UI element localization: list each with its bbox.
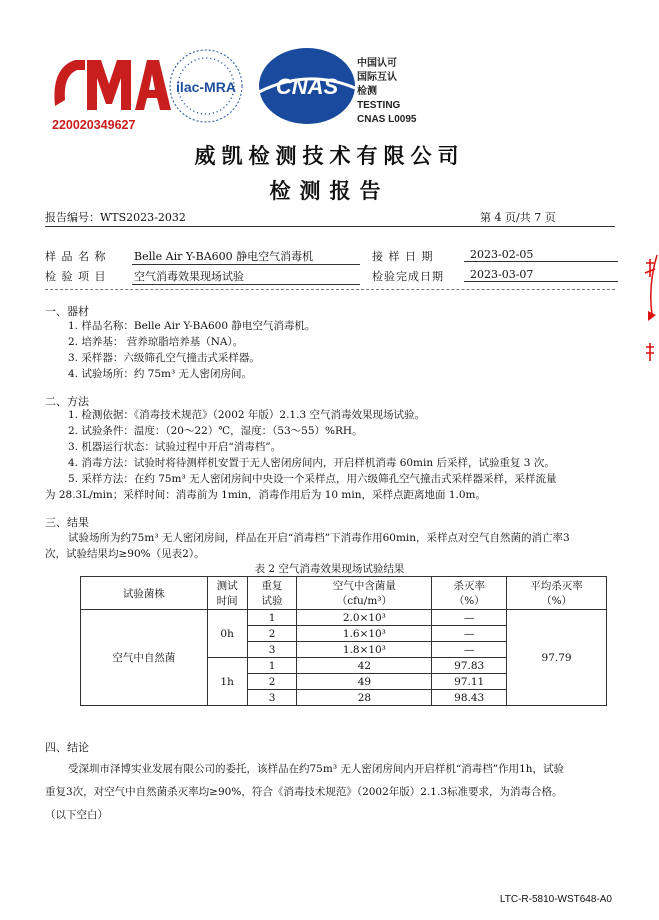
cnas-line: TESTING [357, 100, 401, 111]
count-cell: 1.8×10³ [297, 642, 432, 658]
receive-date-label: 接 样 日 期 [372, 250, 434, 263]
cnas-line: 国际互认 [357, 72, 397, 83]
blank-note: （以下空白） [45, 809, 108, 821]
seal-fragment [640, 255, 659, 375]
time-cell: 1h [207, 658, 247, 706]
kill-cell: — [432, 626, 507, 642]
cnas-line: 检测 [357, 86, 377, 97]
cnas-line: CNAS L0095 [357, 114, 417, 125]
kill-cell: 97.83 [432, 658, 507, 674]
divider [45, 289, 615, 290]
header-cell: 试验菌株 [81, 577, 208, 610]
header-cell: 杀灭率 （%） [432, 577, 507, 610]
rep-cell: 1 [247, 658, 297, 674]
list-item: 2. 培养基： 营养琼脂培养基（NA）。 [68, 336, 244, 348]
table-row [81, 610, 607, 626]
list-item: 5. 采样方法：在约 75m³ 无人密闭房间中央设一个采样点，用六级筛孔空气撞击式采样器采样，采样流量 [68, 473, 557, 485]
count-cell: 2.0×10³ [297, 610, 432, 626]
cnas-line: 中国认可 [357, 58, 397, 69]
list-item: 3. 机器运行状态：试验过程中开启“消毒档”。 [68, 441, 282, 453]
sample-name-value: Belle Air Y-BA600 静电空气消毒机 [132, 248, 360, 265]
divider [45, 226, 615, 227]
svg-text:CNAS: CNAS [275, 74, 339, 99]
finish-date-label: 检验完成日期 [372, 270, 444, 283]
count-cell: 28 [297, 690, 432, 706]
report-number: 报告编号：WTS2023-2032 [45, 211, 186, 224]
average-cell: 97.79 [507, 610, 607, 706]
cma-code: 220020349627 [52, 118, 136, 132]
kill-cell: 98.43 [432, 690, 507, 706]
test-item-label: 检 验 项 目 [45, 270, 107, 283]
section-1-list [68, 318, 315, 382]
header-cell: 空气中含菌量 （cfu/m³） [297, 577, 432, 610]
document-code: LTC-R-5810-WST648-A0 [499, 894, 612, 905]
section-2-list [68, 407, 618, 487]
result-paragraph-line: 试验场所为约75m³ 无人密闭房间，样品在开启“消毒档”下消毒作用60min，采样点对空气自然菌的消亡率3 [68, 532, 570, 544]
cnas-logo [259, 48, 355, 124]
sample-name-label: 样 品 名 称 [45, 250, 107, 263]
receive-date-value: 2023-02-05 [464, 248, 618, 262]
list-item: 4. 消毒方法：试验时将待测样机安置于无人密闭房间内，开启样机消毒 60min 后采样，试验重复 3 次。 [68, 457, 555, 469]
count-cell: 42 [297, 658, 432, 674]
rep-cell: 3 [247, 642, 297, 658]
rep-cell: 1 [247, 610, 297, 626]
table-header-row [81, 577, 607, 610]
page-info: 第 4 页/共 7 页 [480, 211, 556, 224]
list-item: 1. 样品名称：Belle Air Y-BA600 静电空气消毒机。 [68, 320, 316, 332]
header-cell: 测试 时间 [207, 577, 247, 610]
list-item-continued: 为 28.3L/min；采样时间：消毒前为 1min，消毒作用后为 10 min，采样点距离地面 1.0m。 [45, 489, 487, 501]
list-item: 2. 试验条件：温度：（20～22）℃，湿度：（53～55）%RH。 [68, 425, 363, 437]
list-item: 1. 检测依据：《消毒技术规范》（2002 年版）2.1.3 空气消毒效果现场试验。 [68, 409, 425, 421]
list-item: 4. 试验场所：约 75m³ 无人密闭房间。 [68, 368, 253, 380]
strain-cell: 空气中自然菌 [81, 610, 208, 706]
company-name: 威凯检测技术有限公司 [194, 143, 465, 168]
section-title: 四、结论 [45, 741, 89, 754]
svg-text:ilac-MRA: ilac-MRA [176, 79, 236, 95]
count-cell: 49 [297, 674, 432, 690]
report-title: 检测报告 [269, 178, 390, 203]
table-caption: 表 2 空气消毒效果现场试验结果 [254, 563, 405, 575]
result-paragraph-line: 次，试验结果均≥90%（见表2）。 [45, 548, 205, 560]
header-cell: 重复 试验 [247, 577, 297, 610]
rep-cell: 2 [247, 674, 297, 690]
rep-cell: 3 [247, 690, 297, 706]
cma-logo [54, 60, 171, 110]
cnas-caption [357, 57, 416, 127]
conclusion-line: 受深圳市泽博实业发展有限公司的委托，该样品在约75m³ 无人密闭房间内开启样机“消毒档”作用1h，试验 [68, 763, 565, 775]
kill-cell: — [432, 642, 507, 658]
conclusion-line: 重复3次，对空气中自然菌杀灭率均≥90%，符合《消毒技术规范》（2002年版）2.1.3标准要求，为消毒合格。 [45, 786, 563, 798]
list-item: 3. 采样器：六级筛孔空气撞击式采样器。 [68, 352, 260, 364]
kill-cell: 97.11 [432, 674, 507, 690]
ilac-logo [170, 50, 242, 122]
section-title: 三、结果 [45, 516, 89, 529]
finish-date-value: 2023-03-07 [464, 268, 618, 282]
time-cell: 0h [207, 610, 247, 658]
test-item-value: 空气消毒效果现场试验 [132, 268, 360, 285]
kill-cell: — [432, 610, 507, 626]
rep-cell: 2 [247, 626, 297, 642]
section-title: 一、器材 [45, 305, 89, 318]
section-title: 二、方法 [45, 395, 89, 408]
count-cell: 1.6×10³ [297, 626, 432, 642]
header-cell: 平均杀灭率 （%） [507, 577, 607, 610]
results-table [80, 576, 607, 706]
